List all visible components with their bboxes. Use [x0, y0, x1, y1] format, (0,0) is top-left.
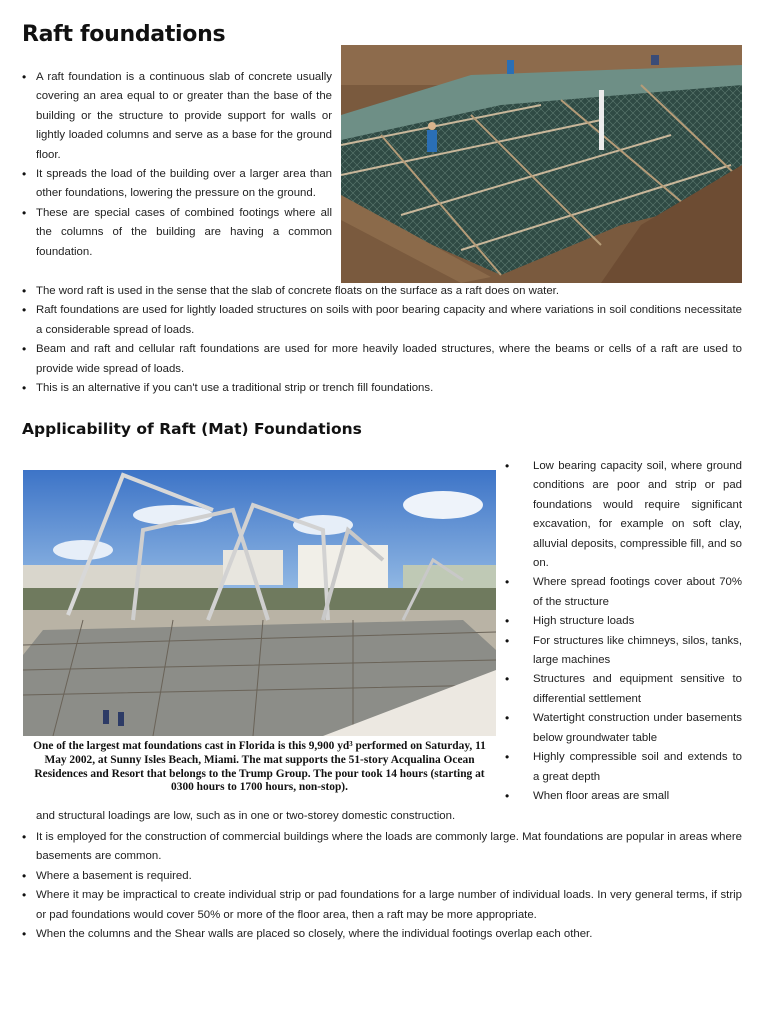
- bottom-bullet-list: [22, 828, 742, 944]
- list-item: • High structure loads: [505, 612, 742, 631]
- list-item: • Structures and equipment sensitive to differential settlement: [505, 670, 742, 709]
- continuation-text: and structural loadings are low, such as in one or two-storey domestic construction.: [36, 810, 456, 822]
- page-title: Raft foundations: [22, 22, 226, 47]
- section-heading: Applicability of Raft (Mat) Foundations: [22, 420, 362, 438]
- list-item: • Highly compressible soil and extends to a great depth: [505, 748, 742, 787]
- raft-foundation-site-photo: [341, 45, 742, 283]
- list-item: • The word raft is used in the sense that the slab of concrete floats on the surface as a raft does on water.: [22, 282, 742, 301]
- list-item: • Where a basement is required.: [22, 867, 742, 886]
- list-item: • For structures like chimneys, silos, tanks, large machines: [505, 632, 742, 671]
- list-item: • Where spread footings cover about 70% of the structure: [505, 573, 742, 612]
- list-item: • It spreads the load of the building over a larger area than other foundations, lowering the pressure on the ground.: [22, 165, 332, 204]
- list-item: • When floor areas are small: [505, 787, 742, 806]
- mat-foundation-pour-photo: [23, 470, 496, 736]
- list-item: • A raft foundation is a continuous slab of concrete usually covering an area equal to or greater than the base of the building or the structure to provide support for walls or lightly loaded columns and serve as a base for the ground floor.: [22, 68, 332, 165]
- list-item: • It is employed for the construction of commercial buildings where the loads are commonly large. Mat foundations are popular in areas where basements are common.: [22, 828, 742, 867]
- photo-caption: One of the largest mat foundations cast in Florida is this 9,900 yd³ performed on Saturday, 11 May 2002, at Sunny Isles Beach, Miami. The mat supports the 51-story Acqualina Ocean Residences and Resort that belongs to the Trump Group. The pour took 14 hours (starting at 0300 hours to 1700 hours, non-stop).: [33, 740, 486, 794]
- list-item: • Low bearing capacity soil, where ground conditions are poor and strip or pad foundations would require significant excavation, for example on soft clay, alluvial deposits, compressible fill, and so on.: [505, 457, 742, 573]
- list-item: • Beam and raft and cellular raft foundations are used for more heavily loaded structures, where the beams or cells of a raft are used to provide wide spread of loads.: [22, 340, 742, 379]
- list-item: • Where it may be impractical to create individual strip or pad foundations for a large number of individual loads. In very general terms, if strip or pad foundations would cover 50% or more of the floor area, then a raft may be more appropriate.: [22, 886, 742, 925]
- intro-bullet-list: [22, 68, 332, 262]
- list-item: • These are special cases of combined footings where all the columns of the building are having a common foundation.: [22, 204, 332, 262]
- list-item: • This is an alternative if you can't use a traditional strip or trench fill foundations.: [22, 379, 742, 398]
- main-bullet-list: [22, 282, 742, 398]
- applicability-bullet-list: [505, 457, 742, 806]
- list-item: • When the columns and the Shear walls are placed so closely, where the individual footings overlap each other.: [22, 925, 742, 944]
- list-item: • Watertight construction under basements below groundwater table: [505, 709, 742, 748]
- list-item: • Raft foundations are used for lightly loaded structures on soils with poor bearing capacity and where variations in soil conditions necessitate a considerable spread of loads.: [22, 301, 742, 340]
